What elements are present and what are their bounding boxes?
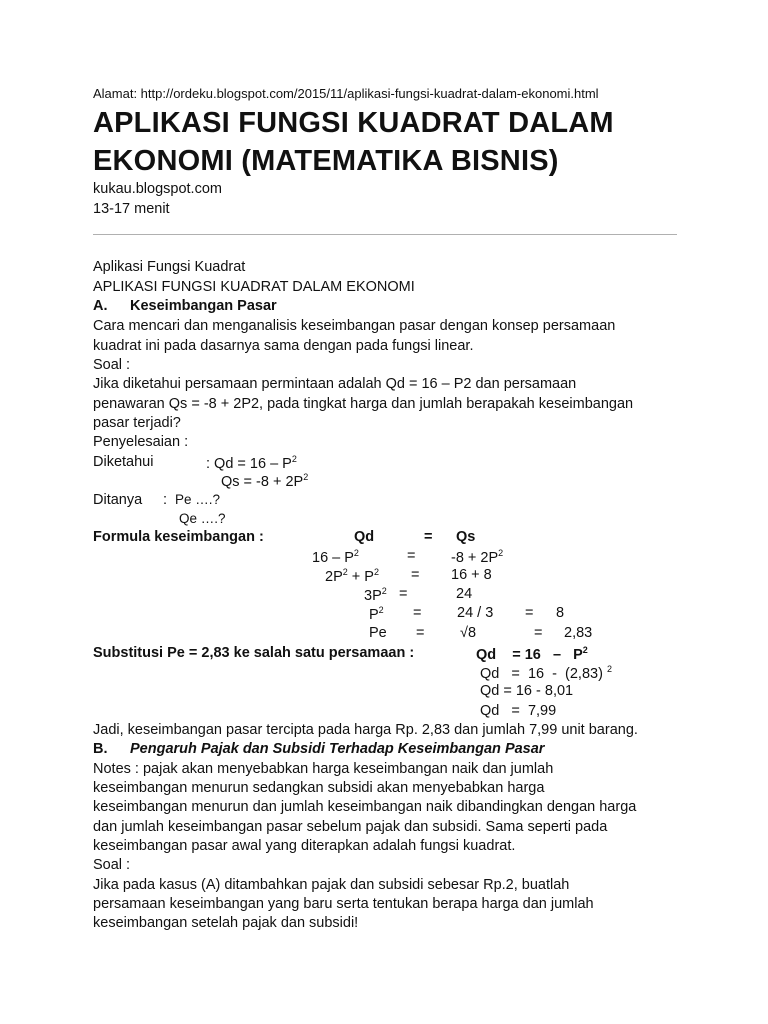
substitution-step-3: Qd = 7,99	[480, 703, 557, 719]
step-4-equals-2: =	[525, 605, 534, 621]
ditanya-colon: :	[163, 492, 168, 508]
page-title	[93, 104, 614, 180]
ditanya-label: Ditanya	[93, 492, 143, 508]
soal-2-line-2: persamaan keseimbangan yang baru serta tentukan berapa harga dan jumlah	[93, 896, 594, 912]
step-1-right: $-8 + 2P^2$	[451, 548, 504, 566]
substitution-step-2: Qd = 16 - 8,01	[480, 683, 574, 699]
soal-2-line-3: keseimbangan setelah pajak dan subsidi!	[93, 915, 359, 931]
notes-line-4: dan jumlah keseimbangan pasar sebelum pajak dan subsidi. Sama seperti pada	[93, 819, 608, 835]
source-address: Alamat: http://ordeku.blogspot.com/2015/11/aplikasi-fungsi-kuadrat-dalam-ekonomi.html	[93, 86, 599, 101]
step-3-left: $3P^2$	[364, 586, 387, 604]
qe-question: Qe ….?	[179, 511, 226, 526]
step-1-equals: =	[407, 548, 416, 564]
step-1-left: $16 - P^2$	[312, 548, 359, 566]
pe-question: Pe ….?	[175, 492, 221, 507]
qs-equation: $Qs = -8 + 2P^2$	[221, 472, 309, 490]
title-line-2: EKONOMI (MATEMATIKA BISNIS)	[93, 145, 559, 177]
section-a-letter: A.	[93, 298, 108, 314]
notes-line-3: keseimbangan menurun dan jumlah keseimbangan naik dibandingkan dengan harga	[93, 799, 637, 815]
intro-line-1: Cara mencari dan menganalisis keseimbangan pasar dengan konsep persamaan	[93, 318, 616, 334]
reading-time: 13-17 menit	[93, 201, 170, 217]
soal-line-2: penawaran Qs = -8 + 2P2, pada tingkat harga dan jumlah berapakah keseimbangan	[93, 396, 634, 412]
step-5-result: 2,83	[564, 625, 593, 641]
step-4-result: 8	[556, 605, 565, 621]
soal-label: Soal :	[93, 357, 131, 373]
section-b-letter: B.	[93, 741, 108, 757]
step-5-equals: =	[416, 625, 425, 641]
site-name: kukau.blogspot.com	[93, 181, 222, 197]
soal-2-label: Soal :	[93, 857, 131, 873]
step-4-right: 24 / 3	[457, 605, 494, 621]
intro-line-2: kuadrat ini pada dasarnya sama dengan pada fungsi linear.	[93, 338, 474, 354]
notes-line-5: keseimbangan pasar awal yang diterapkan adalah fungsi kuadrat.	[93, 838, 516, 854]
step-3-equals: =	[399, 586, 408, 602]
qd-equation: : $Qd = 16 - P^2$	[206, 454, 297, 472]
formula-qs-header: Qs	[456, 529, 476, 545]
substitution-label: Substitusi Pe = 2,83 ke salah satu persamaan :	[93, 645, 415, 661]
notes-line-1: Notes : pajak akan menyebabkan harga keseimbangan naik dan jumlah	[93, 761, 554, 777]
step-2-equals: =	[411, 567, 420, 583]
step-3-right: 24	[456, 586, 473, 602]
step-2-right: 16 + 8	[451, 567, 492, 583]
formula-equals: =	[424, 529, 433, 545]
notes-line-2: keseimbangan menurun sedangkan subsidi akan menyebabkan harga	[93, 780, 545, 796]
divider	[93, 234, 677, 235]
section-a-title: Keseimbangan Pasar	[130, 298, 277, 314]
soal-line-3: pasar terjadi?	[93, 415, 181, 431]
diketahui-label: Diketahui	[93, 454, 154, 470]
section-b-title: Pengaruh Pajak dan Subsidi Terhadap Keseimbangan Pasar	[130, 741, 545, 757]
penyelesaian-label: Penyelesaian :	[93, 434, 189, 450]
step-2-left: $2P^2 + P^2$	[325, 567, 379, 585]
substitution-step-1: Qd = 16 - (2,83) $^2$	[480, 664, 612, 682]
formula-label: Formula keseimbangan :	[93, 529, 264, 545]
step-4-equals: =	[413, 605, 422, 621]
step-5-equals-2: =	[534, 625, 543, 641]
heading-2: APLIKASI FUNGSI KUADRAT DALAM EKONOMI	[93, 279, 415, 295]
title-line-1: APLIKASI FUNGSI KUADRAT DALAM	[93, 107, 614, 139]
formula-qd-header: Qd	[354, 529, 375, 545]
soal-line-1: Jika diketahui persamaan permintaan adalah Qd = 16 – P2 dan persamaan	[93, 376, 577, 392]
step-5-left: Pe	[369, 625, 387, 641]
step-5-right: √8	[460, 625, 477, 641]
heading-1: Aplikasi Fungsi Kuadrat	[93, 259, 246, 275]
step-4-left: $P^2$	[369, 605, 384, 623]
soal-2-line-1: Jika pada kasus (A) ditambahkan pajak dan subsidi sebesar Rp.2, buatlah	[93, 877, 570, 893]
conclusion: Jadi, keseimbangan pasar tercipta pada harga Rp. 2,83 dan jumlah 7,99 unit barang.	[93, 722, 638, 738]
substitution-equation: Qd = $16 - P^2$	[476, 645, 588, 663]
